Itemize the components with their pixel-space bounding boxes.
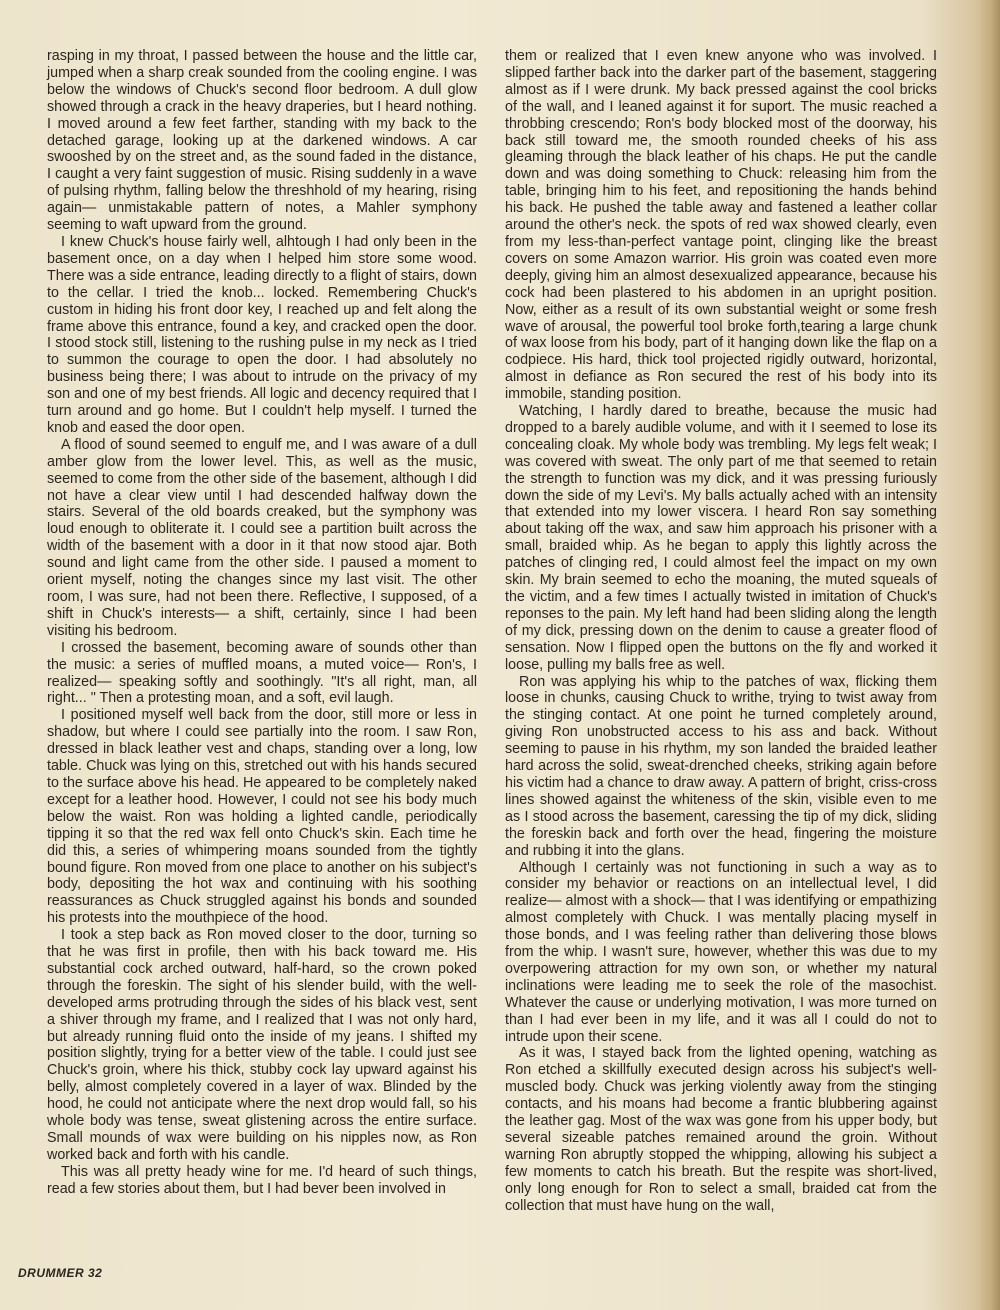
paragraph: Although I certainly was not functioning in such a way as to consider my behavior or reactions on an intellectual level, I did realize— almost with a shock— that I was identifying or empathizing almost completely with Chuck. I was mentally placing myself in those bonds, and I was feeling rather than delivering those blows from the whip. I wasn't sure, however, whether this was due to my overpowering attraction for my own son, or whether my natural inclinations were leading me to seek the role of the masochist. Whatever the cause or underlying motivation, I was more turned on than I had ever been in my life, and it was all I could do not to intrude upon their scene. [505, 859, 937, 1045]
paragraph: I knew Chuck's house fairly well, alhtough I had only been in the basement once, on a day when I helped him store some wood. There was a side entrance, leading directly to a flight of stairs, down to the cellar. I tried the knob... locked. Remembering Chuck's custom in hiding his front door key, I reached up and felt along the frame above this entrance, found a key, and cracked open the door. I stood stock still, listening to the rushing pulse in my neck as I tried to summon the courage to open the door. I had absolutely no business being there; I was about to intrude on the privacy of my son and one of my best friends. All logic and decency required that I turn around and go home. But I couldn't help myself. I turned the knob and eased the door open. [47, 233, 477, 436]
paragraph: A flood of sound seemed to engulf me, and I was aware of a dull amber glow from the lower level. This, as well as the music, seemed to come from the other side of the basement, although I did not have a clear view until I had descended halfway down the stairs. Several of the old boards creaked, but the symphony was loud enough to obliterate it. I could see a partition built across the width of the basement with a door in it that now stood ajar. Both sound and light came from the other side. I paused a moment to orient myself, noting the changes since my last visit. The other room, I was sure, had not been there. Reflective, I supposed, of a shift in Chuck's interests— a shift, certainly, since I had been visiting his bedroom. [47, 436, 477, 639]
paragraph: Watching, I hardly dared to breathe, because the music had dropped to a barely audible volume, and with it I seemed to lose its concealing cloak. My whole body was trembling. My legs felt weak; I was covered with sweat. The only part of me that seemed to retain the strength to function was my dick, and it was pressing furiously down the side of my Levi's. My balls actually ached with an intensity that extended into my lower viscera. I heard Ron say something about taking off the wax, and saw him approach his prisoner with a small, braided whip. As he began to apply this lightly across the patches of clinging red, I could almost feel the impact on my own skin. My brain seemed to echo the moaning, the muted squeals of the victim, and a few times I actually twisted in imitation of Chuck's reponses to the pain. My left hand had been sliding along the length of my dick, pressing down on the denim to cause a greater flood of sensation. Now I flipped open the buttons on the fly and worked it loose, pulling my balls free as well. [505, 403, 937, 673]
paragraph: This was all pretty heady wine for me. I'd heard of such things, read a few stories about them, but I had bever been involved in [47, 1163, 477, 1197]
paragraph: I positioned myself well back from the door, still more or less in shadow, but where I could see partially into the room. I saw Ron, dressed in black leather vest and chaps, standing over a long, low table. Chuck was lying on this, stretched out with his hands secured to the surface above his head. He appeared to be completely naked except for a leather hood. However, I could not see his body much below the waist. Ron was holding a lighted candle, periodically tipping it so that the red wax fell onto Chuck's skin. Each time he did this, a series of whimpering moans sounded from the tightly bound figure. Ron moved from one place to another on his subject's body, depositing the hot wax and continuing with his soothing reassurances as Chuck struggled against his bonds and sounded his protests into the mouthpiece of the hood. [47, 707, 477, 927]
paragraph: As it was, I stayed back from the lighted opening, watching as Ron etched a skillfully executed design across his subject's well-muscled body. Chuck was jerking violently away from the stinging contacts, and his moans had become a frantic blubbering against the leather gag. Most of the wax was gone from his upper body, but several sizeable patches remained around the groin. Without warning Ron abruptly stopped the whipping, allowing his subject a few moments to catch his breath. But the respite was short-lived, only long enough for Ron to select a small, braided cat from the collection that must have hung on the wall, [505, 1045, 937, 1214]
paragraph: I took a step back as Ron moved closer to the door, turning so that he was first in profile, then with his back toward me. His substantial cock arched outward, half-hard, so the crown poked through the foreskin. The sight of his slender build, with the well-developed arms protruding through the sides of his black vest, sent a shiver through my frame, and I realized that I was not only hard, but already running fluid onto the inside of my jeans. I shifted my position slightly, trying for a better view of the table. I could just see Chuck's groin, where his thick, stubby cock lay upward against his belly, almost completely covered in a layer of wax. Blinded by the hood, he could not anticipate where the next drop would fall, so his whole body was tense, sweat glistening across the entire surface. Small mounds of wax were building on his nipples now, as Ron worked back and forth with his candle. [47, 927, 477, 1163]
paragraph: I crossed the basement, becoming aware of sounds other than the music: a series of muffled moans, a muted voice— Ron's, I realized— speaking softly and soothingly. "It's all right, man, all right... " Then a protesting moan, and a soft, evil laugh. [47, 639, 477, 707]
page-edge-shadow [978, 0, 1000, 1310]
paragraph: them or realized that I even knew anyone who was involved. I slipped farther back into the darker part of the basement, staggering almost as if I were drunk. My back pressed against the cool bricks of the wall, and I leaned against it for suport. The music reached a throbbing crescendo; Ron's body blocked most of the doorway, his back still toward me, the smooth rounded cheeks of his ass gleaming through the black leather of his chaps. He put the candle down and was doing something to Chuck: releasing him from the table, bringing him to his feet, and repositioning the hands behind his back. He pushed the table away and fastened a leather collar around the other's neck. the spots of red wax showed clearly, even from my less-than-perfect vantage point, clinging like the breast covers on some Amazon warrior. His groin was coated even more deeply, giving him an almost desexualized appearance, because his cock had been plastered to his abdomen in an upright position. Now, either as a result of its own substantial weight or some fresh wave of arousal, the powerful tool broke forth,tearing a large chunk of wax loose from his body, part of it hanging down like the flap on a codpiece. His hard, thick tool projected rigidly outward, horizontal, almost in defiance as Ron secured the rest of his body into its immobile, standing position. [505, 48, 937, 403]
paragraph: rasping in my throat, I passed between the house and the little car, jumped when a sharp creak sounded from the cooling engine. I was below the windows of Chuck's second floor bedroom. A dull glow showed through a crack in the heavy draperies, but I heard nothing. I moved around a few feet farther, standing with my back to the detached garage, looking up at the darkened windows. A car swooshed by on the street and, as the sound faded in the distance, I caught a very faint suggestion of music. Rising suddenly in a wave of pulsing rhythm, falling below the threshhold of my hearing, rising again— unmistakable pattern of notes, a Mahler symphony seeming to waft upward from the ground. [47, 48, 477, 234]
paragraph: Ron was applying his whip to the patches of wax, flicking them loose in chunks, causing Chuck to writhe, trying to twist away from the stinging contact. At one point he turned completely around, giving Ron unobstructed access to his ass and back. Without seeming to pause in his rhythm, my son landed the braided leather hard across the solid, sweat-drenched cheeks, striking again before his victim had a chance to draw away. A pattern of bright, criss-cross lines showed against the whiteness of the skin, visible even to me as I stood across the basement, caressing the tip of my dick, sliding the foreskin back and forth over the head, fingering the moisture and rubbing it into the glans. [505, 673, 938, 859]
left-text-column [47, 48, 477, 1198]
right-text-column [505, 48, 937, 1215]
page-footer: DRUMMER 32 [18, 1266, 103, 1280]
